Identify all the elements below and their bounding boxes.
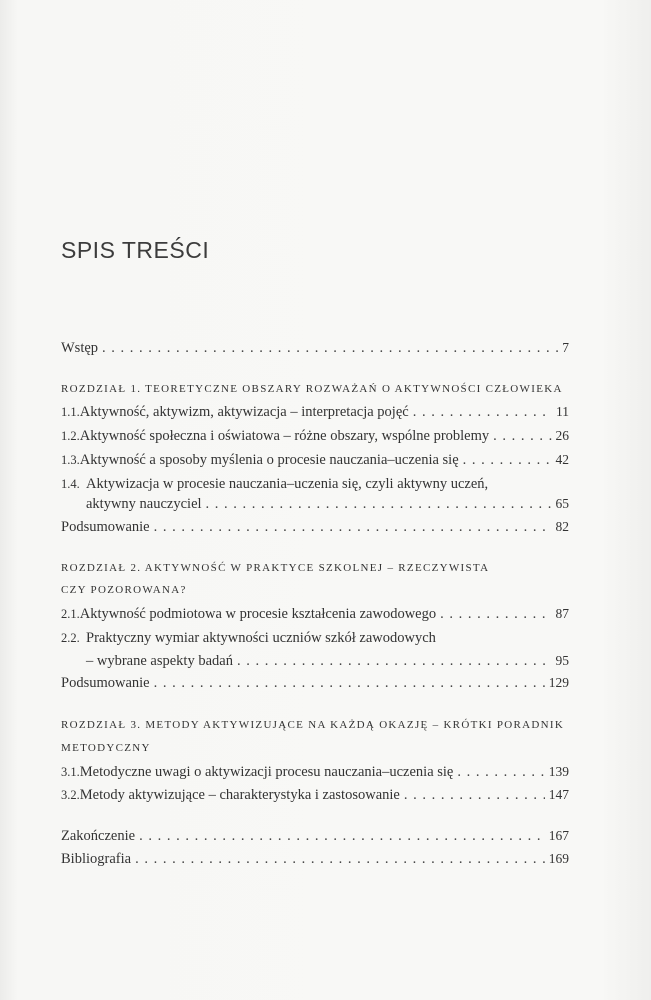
chapter-2-heading-continued: CZY POZOROWANA? [61,584,187,596]
dot-leader [404,785,545,805]
toc-entry-label: aktywny nauczyciel [86,496,202,512]
toc-page-number: 7 [562,340,569,355]
toc-entry-label: Aktywność, aktywizm, aktywizacja – interpretacja pojęć [79,404,409,420]
toc-entry-label: Aktywność społeczna i oświatowa – różne obszary, wspólne problemy [79,428,490,444]
toc-page-number: 129 [548,675,569,690]
dot-leader [457,762,544,782]
dot-leader [154,673,545,693]
toc-entry-ending[interactable] [61,826,569,846]
chapter-2-heading: ROZDZIAŁ 2. AKTYWNOŚĆ W PRAKTYCE SZKOLNEJ – RZECZYWISTA [61,562,490,574]
toc-entry-label: Zakończenie [61,828,136,844]
toc-entry-label: Bibliografia [61,851,132,867]
toc-entry-3-1[interactable] [61,762,569,782]
toc-page-number: 147 [548,787,569,802]
toc-page-number: 167 [548,828,569,843]
section-number: 3.2. [61,788,80,802]
chapter-1-heading: ROZDZIAŁ 1. TEORETYCZNE OBSZARY ROZWAŻAŃ O AKTYWNOŚCI CZŁOWIEKA [61,383,563,395]
dot-leader [237,651,552,671]
toc-entry-label: Praktyczny wymiar aktywności uczniów szkół zawodowych [86,630,436,646]
toc-entry-2-2[interactable] [61,628,569,648]
dot-leader [413,402,552,422]
dot-leader [463,450,552,470]
toc-entry-label: Podsumowanie [61,519,150,535]
toc-page-number: 11 [556,404,569,419]
toc-entry-bibliography[interactable] [61,849,569,869]
page-title: SPIS TREŚCI [61,237,210,263]
toc-page-number: 42 [555,452,569,467]
toc-entry-label: Aktywizacja w procesie nauczania–uczenia się, czyli aktywny uczeń, [86,476,489,492]
toc-entry-chapter-2-summary[interactable] [61,673,569,693]
toc-entry-label: Metody aktywizujące – charakterystyka i zastosowanie [79,787,400,803]
section-number: 1.1. [61,405,80,419]
dot-leader [102,338,558,358]
toc-entry-1-2[interactable] [61,426,569,446]
toc-entry-label: Metodyczne uwagi o aktywizacji procesu nauczania–uczenia się [79,764,454,780]
toc-entry-label: Aktywność a sposoby myślenia o procesie nauczania–uczenia się [79,452,459,468]
toc-page-number: 65 [555,496,569,511]
dot-leader [135,849,545,869]
toc-entry-label: Aktywność podmiotowa w procesie kształcenia zawodowego [79,606,437,622]
toc-entry-label: – wybrane aspekty badań [86,653,233,669]
toc-page-number: 26 [555,428,569,443]
section-number: 1.2. [61,429,80,443]
toc-entry-3-2[interactable] [61,785,569,805]
toc-entry-1-1[interactable] [61,402,569,422]
dot-leader [206,494,552,514]
chapter-3-heading: ROZDZIAŁ 3. METODY AKTYWIZUJĄCE NA KAŻDĄ OKAZJĘ – KRÓTKI PORADNIK [61,719,565,731]
toc-page-number: 169 [548,851,569,866]
toc-entry-1-4[interactable] [61,474,569,494]
toc-entry-label: Podsumowanie [61,675,150,691]
toc-page-number: 95 [555,653,569,668]
dot-leader [139,826,545,846]
section-number: 2.1. [61,607,80,621]
section-number: 3.1. [61,765,80,779]
toc-entry-label: Wstęp [61,340,99,356]
toc-entry-2-2-continued[interactable] [86,651,569,671]
dot-leader [493,426,551,446]
section-number: 2.2. [61,631,80,645]
toc-page-number: 82 [555,519,569,534]
toc-page-number: 87 [555,606,569,621]
toc-entry-1-4-continued[interactable] [86,494,569,514]
toc-entry-chapter-1-summary[interactable] [61,517,569,537]
toc-entry-2-1[interactable] [61,604,569,624]
section-number: 1.4. [61,477,80,491]
dot-leader [154,517,552,537]
toc-page-number: 139 [548,764,569,779]
chapter-3-heading-continued: METODYCZNY [61,742,151,754]
toc-entry-intro[interactable] [61,338,569,358]
section-number: 1.3. [61,453,80,467]
dot-leader [440,604,551,624]
toc-entry-1-3[interactable] [61,450,569,470]
